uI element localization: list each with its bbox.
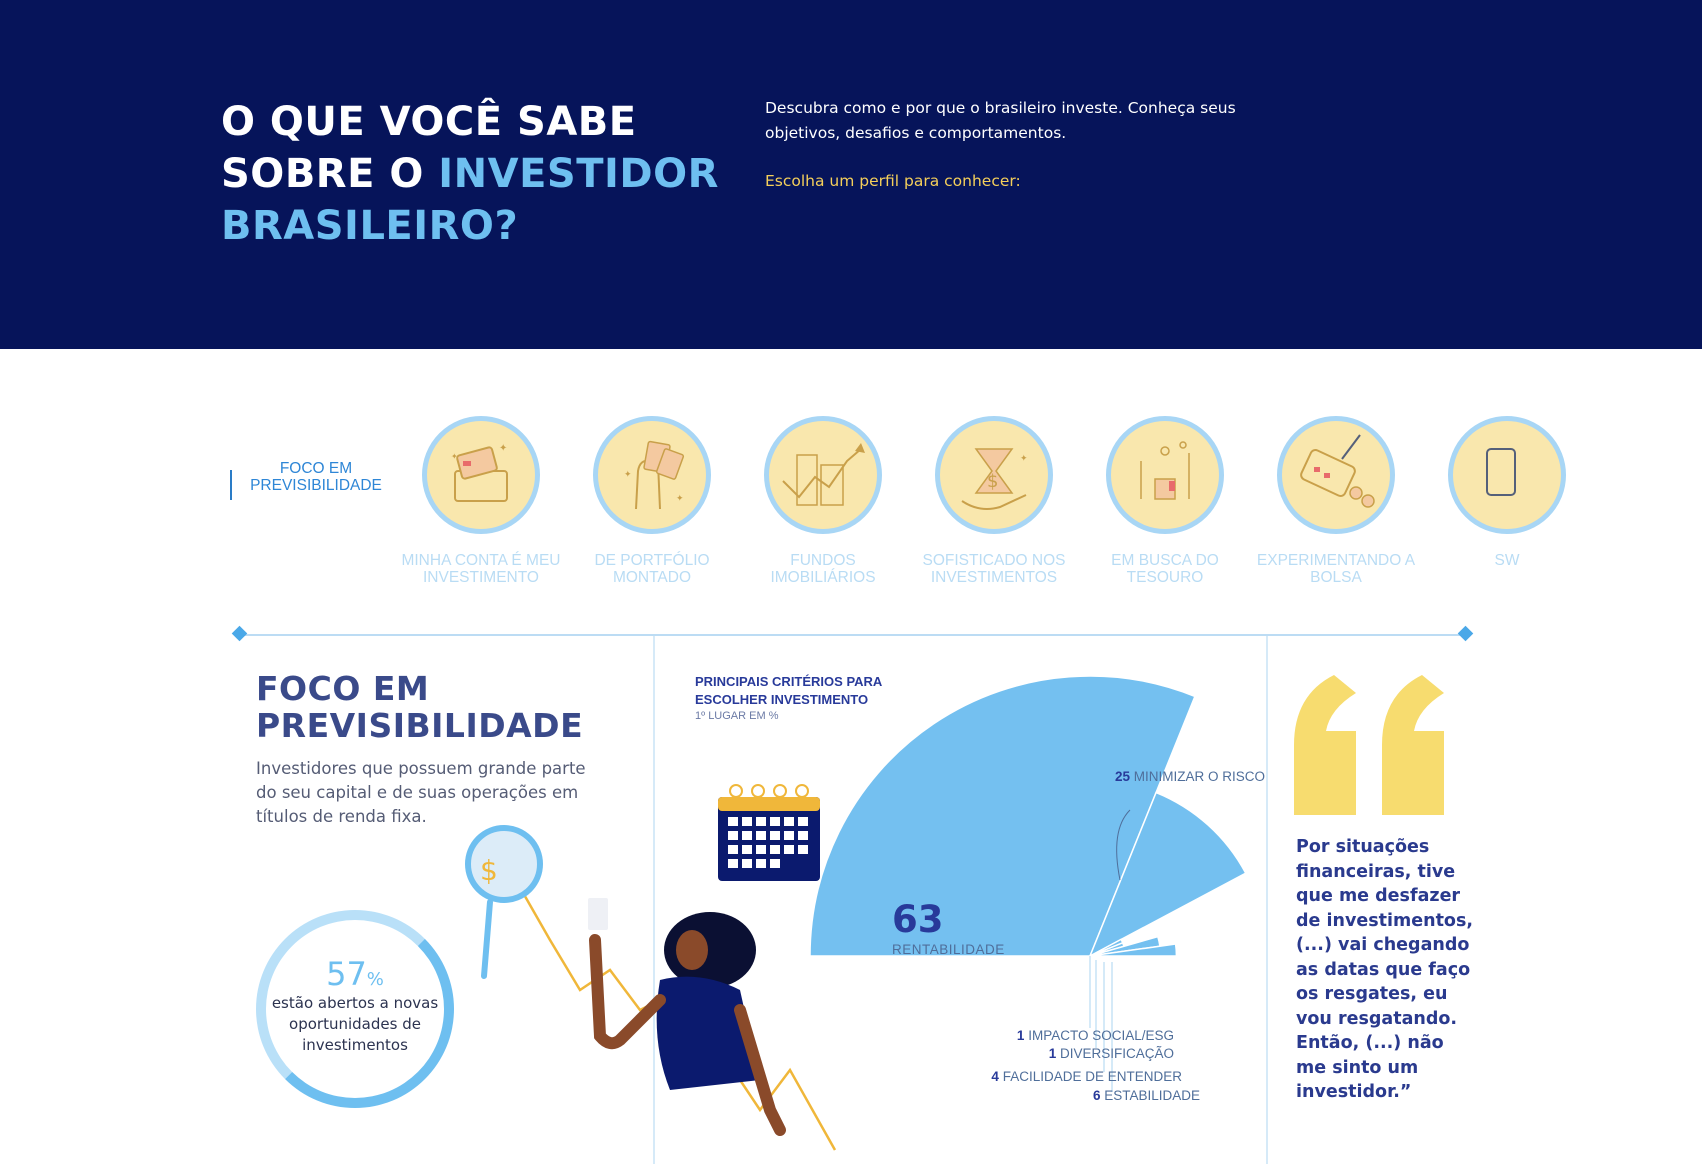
profile-experimentando-bolsa[interactable]	[1251, 416, 1421, 586]
svg-text:$: $	[480, 854, 498, 887]
svg-text:✦: ✦	[1020, 453, 1028, 463]
calendar-icon	[714, 783, 824, 885]
phone-coins-icon	[1277, 416, 1395, 534]
text-facilidade: FACILIDADE DE ENTENDER	[1002, 1069, 1182, 1084]
profile-label: DE PORTFÓLIO MONTADO	[594, 552, 710, 586]
profile-label: FUNDOS IMOBILIÁRIOS	[770, 552, 876, 586]
label-rentabilidade: RENTABILIDADE	[892, 942, 1005, 957]
value-diversificacao: 1	[1048, 1046, 1057, 1061]
choose-profile-prompt: Escolha um perfil para conhecer:	[765, 172, 1021, 190]
profile-carousel	[220, 400, 1520, 610]
profile-sw[interactable]	[1422, 416, 1592, 569]
hero-title-line3: BRASILEIRO?	[221, 203, 519, 249]
active-profile-marker	[230, 470, 232, 500]
profile-label: SOFISTICADO NOS INVESTIMENTOS	[922, 552, 1066, 586]
label-impacto-social	[1017, 1028, 1174, 1043]
quote-marks-icon	[1294, 675, 1444, 815]
label-facilidade	[991, 1069, 1182, 1084]
profile-label: EM BUSCA DO TESOURO	[1111, 552, 1219, 586]
profile-label: MINHA CONTA É MEU INVESTIMENTO	[401, 552, 561, 586]
value-rentabilidade: 63	[892, 898, 944, 941]
chart-subtitle: 1º LUGAR EM %	[695, 710, 779, 722]
hero-title-line1: O QUE VOCÊ SABE	[221, 99, 637, 145]
stat-text: estão abertos a novas oportunidades de investimentos	[271, 994, 439, 1054]
device-icon	[1448, 416, 1566, 534]
profile-title: FOCO EM PREVISIBILIDADE	[256, 669, 584, 745]
svg-text:✦: ✦	[676, 493, 684, 503]
card-wallet-icon	[422, 416, 540, 534]
divider-diamond-left	[232, 626, 248, 642]
treasure-desk-icon	[1106, 416, 1224, 534]
text-diversificacao: DIVERSIFICAÇÃO	[1059, 1046, 1174, 1061]
chart-title: PRINCIPAIS CRITÉRIOS PARA ESCOLHER INVESTIMENTO	[695, 674, 882, 707]
svg-text:✦: ✦	[624, 469, 632, 479]
text-impacto-social: IMPACTO SOCIAL/ESG	[1028, 1028, 1174, 1043]
svg-text:✦: ✦	[451, 452, 458, 461]
profile-portfolio-montado[interactable]	[567, 416, 737, 586]
hand-cards-icon	[593, 416, 711, 534]
magnifier-icon	[468, 828, 540, 900]
hero-banner	[0, 0, 1702, 349]
stat-number: 57	[326, 955, 367, 993]
label-estabilidade	[1093, 1088, 1200, 1103]
column-divider	[1266, 636, 1268, 1164]
phone-icon	[588, 898, 608, 930]
hero-title-line2a: SOBRE O	[221, 151, 439, 197]
value-estabilidade: 6	[1092, 1088, 1101, 1103]
criteria-rose-chart	[820, 660, 1260, 1060]
divider-diamond-right	[1458, 626, 1474, 642]
hero-title-highlight: INVESTIDOR	[438, 151, 719, 197]
woman-face	[676, 930, 708, 970]
profile-description: Investidores que possuem grande parte do seu capital e de suas operações em títulos de renda fixa.	[256, 759, 586, 826]
testimonial-quote: Por situações financeiras, tive que me desfazer de investimentos, (...) vai chegando as datas que faço os resgates, eu vou resgatando. Então, (...) não me sinto um investidor.”	[1296, 837, 1474, 1102]
svg-text:$: $	[987, 471, 999, 492]
label-diversificacao	[1049, 1046, 1174, 1061]
profile-sofisticado[interactable]	[909, 416, 1079, 586]
profile-fundos-imobiliarios[interactable]	[738, 416, 908, 586]
hero-title	[221, 96, 721, 252]
profile-busca-tesouro[interactable]	[1080, 416, 1250, 586]
hourglass-dollar-icon	[935, 416, 1053, 534]
hero-description: Descubra como e por que o brasileiro investe. Conheça seus objetivos, desafios e comportamentos.	[765, 99, 1236, 142]
buildings-chart-icon	[764, 416, 882, 534]
stat-unit: %	[366, 969, 384, 990]
active-profile-label[interactable]: FOCO EM PREVISIBILIDADE	[250, 460, 382, 494]
text-estabilidade: ESTABILIDADE	[1104, 1088, 1200, 1103]
value-facilidade: 4	[991, 1069, 999, 1084]
stat-value	[256, 955, 454, 993]
value-minimizar-risco: 25	[1115, 769, 1131, 784]
section-divider	[240, 634, 1465, 636]
text-minimizar-risco: MINIMIZAR O RISCO	[1133, 769, 1266, 784]
value-impacto-social: 1	[1016, 1028, 1025, 1043]
profile-label: EXPERIMENTANDO A BOLSA	[1256, 552, 1416, 586]
profile-minha-conta[interactable]	[396, 416, 566, 586]
label-minimizar-risco	[1115, 768, 1265, 785]
svg-text:✦: ✦	[499, 443, 508, 454]
profile-label: SW	[1494, 552, 1520, 569]
